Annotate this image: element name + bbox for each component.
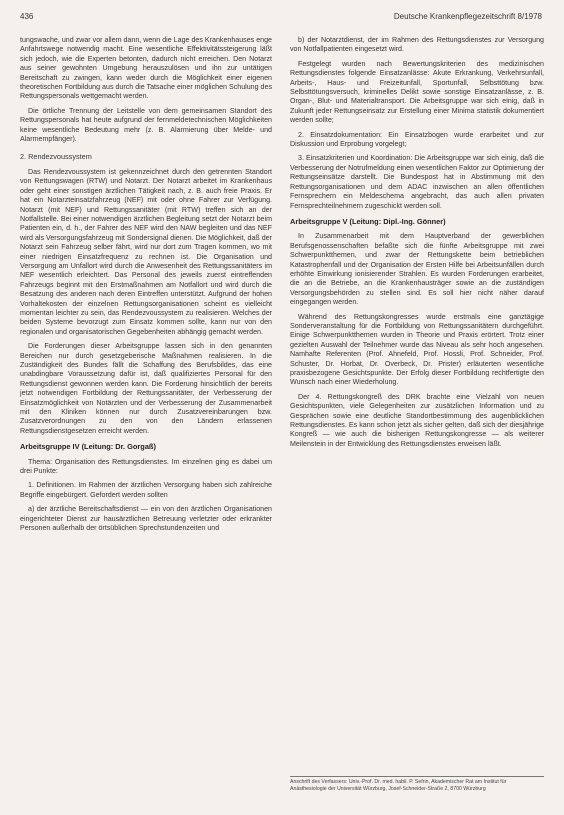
paragraph: 2. Einsatzdokumentation: Ein Einsatzbogen wurde erarbeitet und zur Diskussion und Erprobung vorgelegt; [290, 130, 544, 149]
paragraph: Festgelegt wurden nach Bewertungskriterien des medizinischen Rettungsdienstes folgende Einsatzanlässe: Akute Erkrankung, Verkehrsunfall, Arbeits-, Haus- und Freizeitunfall, Sportunfall, Selbsttötung bzw. Selbsttötungsversuch, kriminelles Delikt sowie sonstige Einsatzanlässe, z. B. Organ-, Blut- und Materialtransport. Die Arbeitsgruppe war sich einig, daß in Zukunft jeder Rettungseinsatz zur Erstellung einer Minima statistik dokumentiert werden sollte; [290, 59, 544, 125]
paragraph: Während des Rettungskongresses wurde erstmals eine ganztägige Sonderveranstaltung für die Fortbildung von Rettungssanitätern durchgeführt. Einige Schwerpunktthemen wurden in Theorie und Praxis erörtert. Trotz einer gezielten Auswahl der Teilnehmer wurde das Niveau als sehr hoch angesehen. Namhafte Referenten (Prof. Ahnefeld, Prof. Hossli, Prof. Schneider, Prof. Schuster, Dr. Horbat, Dr. Overbeck, Dr. Prister) erläuterten wesentliche praxisbezogene Gesichtspunkte. Der Erfolg dieser Fortbildung rechtfertigte den Wunsch nach einer Wiederholung. [290, 312, 544, 387]
paragraph: Das Rendezvoussystem ist gekennzeichnet durch den getrennten Standort von Rettungswagen (RTW) und Notarzt. Der Notarzt arbeitet im Krankenhaus oder geht einer sonstigen ärztlichen Tätigkeit nach, z. B. auch freie Praxis. Er hat ein Notarzteinsatzfahrzeug (NEF) mit oder ohne Fahrer zur Verfügung. Notarzt (mit NEF) und Rettungssanitäter (mit RTW) treffen sich an der Notfallstelle. Bei einer notwendigen ärztlichen Begleitung setzt der Notarzt beim Patienten ein, d. h., der Fahrer des NEF wird den NAW begleiten und das NEF wird als Versorgungsfahrzeug mit Sondersignal dienen. Die Möglichkeit, daß der Notarzt sein Fahrzeug selber fährt, wird nur dort zum Tragen kommen, wo mit einer niedrigen Einsatzfrequenz zu rechnen ist. Die Organisation und Versorgung am Unfallort wird durch die Anwesenheit des Rettungssanitäters im NEF wesentlich erleichtert. Das Personal des jeweils zuerst eintreffenden Fahrzeugs beginnt mit den Erstmaßnahmen am Notfallort und wird durch die Besatzung des anderen nach deren Eintreffen unterstützt. Aufgrund der hohen Vorhaltekosten der einzelnen Rettungsorganisationen scheint es vielleicht momentan leichter zu sein, das Rendezvoussystem zu realisieren. Welches der beiden Systeme bevorzugt zum Einsatz kommen sollte, kann nur von den regionalen und organisatorischen Gegebenheiten abhängig gemacht werden. [20, 167, 272, 336]
paragraph: a) der ärztliche Bereitschaftsdienst — ein von den ärztlichen Organisationen eingerichteter Dienst zur hausärztlichen Betreuung verletzter oder erkrankter Personen außerhalb der örtsüblichen Sprechstundenzeiten und [20, 505, 272, 533]
paragraph: Thema: Organisation des Rettungsdienstes. Im einzelnen ging es dabei um drei Punkte: [20, 457, 272, 476]
author-address-footnote: Anschrift des Verfassers: Univ.-Prof. Dr. med. habil. P. Sefrin, Akademischer Rat am Institut für Anästhesiologie der Universität Würzburg, Josef-Schneider-Straße 2, 8700 Würzburg [290, 776, 544, 792]
paragraph: b) der Notarztdienst, der im Rahmen des Rettungsdienstes zur Versorgung von Notfallpatienten eingesetzt wird. [290, 36, 544, 54]
paragraph: 1. Definitionen. Im Rahmen der ärztlichen Versorgung haben sich zahlreiche Begriffe eingebürgert. Gefordert werden sollten [20, 481, 272, 499]
page-number: 436 [20, 12, 34, 21]
paragraph: Die Forderungen dieser Arbeitsgruppe lassen sich in den genannten Bereichen nur durch gesetzgeberische Maßnahmen realisieren. In die Zuständigkeit des Bundes fällt die Schaffung des Berufsbildes, das eine unabdingbare Voraussetzung dafür ist, daß qualifiziertes Personal für den Rettungsdienst gewonnen werden kann. Die Forderung hinsichtlich der bereits jetzt notwendigen Fortbildung der Rettungssanitäter, der Verbesserung der Einsatzmöglichkeit von Notärzten und der Verbesserung der Zusammenarbeit mit den Kliniken können nur durch Zusatzvereinbarungen bzw. Zusatzverordnungen zu den von den Ländern erlassenen Rettungsdienstgesetzen erreicht werden. [20, 342, 272, 435]
paragraph: Der 4. Rettungskongreß des DRK brachte eine Vielzahl von neuen Gesichtspunkten, viele Gelegenheiten zur zusätzlichen Information und zu Gesprächen sowie eine deutliche Standortbestimmung des augenblicklichen Rettungsdienstes. Es kann schon jetzt als sicher gelten, daß sich der diesjährige Kongreß — wie auch die bisherigen Rettungskongresse — als weiterer Meilenstein in der Entwicklung des Rettungsdienstes erweisen läßt. [290, 392, 544, 448]
paragraph: Die örtliche Trennung der Leitstelle von dem gemeinsamen Standort des Rettungspersonals hat heute aufgrund der fernmeldetechnischen Möglichkeiten keine wesentliche Bedeutung mehr (z. B. Alarmierung über Melde- und Alarmempfänger). [20, 106, 272, 144]
journal-title: Deutsche Krankenpflegezeitschrift 8/1978 [393, 12, 542, 21]
section-heading: Arbeitsgruppe IV (Leitung: Dr. Gorgaß) [20, 442, 156, 452]
right-column [290, 36, 544, 454]
paragraph: In Zusammenarbeit mit dem Hauptverband der gewerblichen Berufsgenossenschaften befaßte sich die fünfte Arbeitsgruppe mit zwei Schwerpunktthemen, und zwar der Rettungskette beim betrieblichen Katastrophenfall und der Organisation der Ersten Hilfe bei Arbeitsunfällen durch erhöhte Einwirkung ionisierender Strahlen. Es wurden Forderungen erarbeitet, die an die Betriebe, an die Krankenhausträger sowie an die zuständigen Versorgungsbehörden zu stellen sind. Es soll hier nicht näher darauf eingegangen werden. [290, 232, 544, 307]
paragraph: 3. Einsatzkriterien und Koordination: Die Arbeitsgruppe war sich einig, daß die Verbesserung der Notrufmeldung einen wesentlichen Faktor zur Optimierung der Rettungseinsätze darstellt. Die Bundespost hat in Abstimmung mit den Rettungsorganisationen und dem ADAC inzwischen an allen öffentlichen Fernsprechern ein Meldeschema angebracht, das auch allen privaten Fernsprechteilnehmern zugeschickt werden soll. [290, 154, 544, 210]
section-heading: Arbeitsgruppe V (Leitung: Dipl.-Ing. Gönner) [290, 216, 446, 226]
subsection-heading: 2. Rendezvoussystem [20, 152, 92, 162]
paragraph: tungswache, und zwar vor allem dann, wenn die Lage des Krankenhauses enge Anfahrtswege notwendig macht. Eine wesentliche Effektivitätssteigerung läßt sich jedoch, wie die Experten betonten, dadurch nicht erreichen. Den Notarzt aus seiner gewohnten Umgebung herauszulösen und ihn zur untätigen Bereitschaft zu zwingen, kann weder durch die Möglichkeit einer eigenen theoretischen Fortbildung aus durch die Tatsache einer möglichen Schulung des Rettungspersonals wettgemacht werden. [20, 36, 272, 101]
left-column [20, 36, 272, 539]
